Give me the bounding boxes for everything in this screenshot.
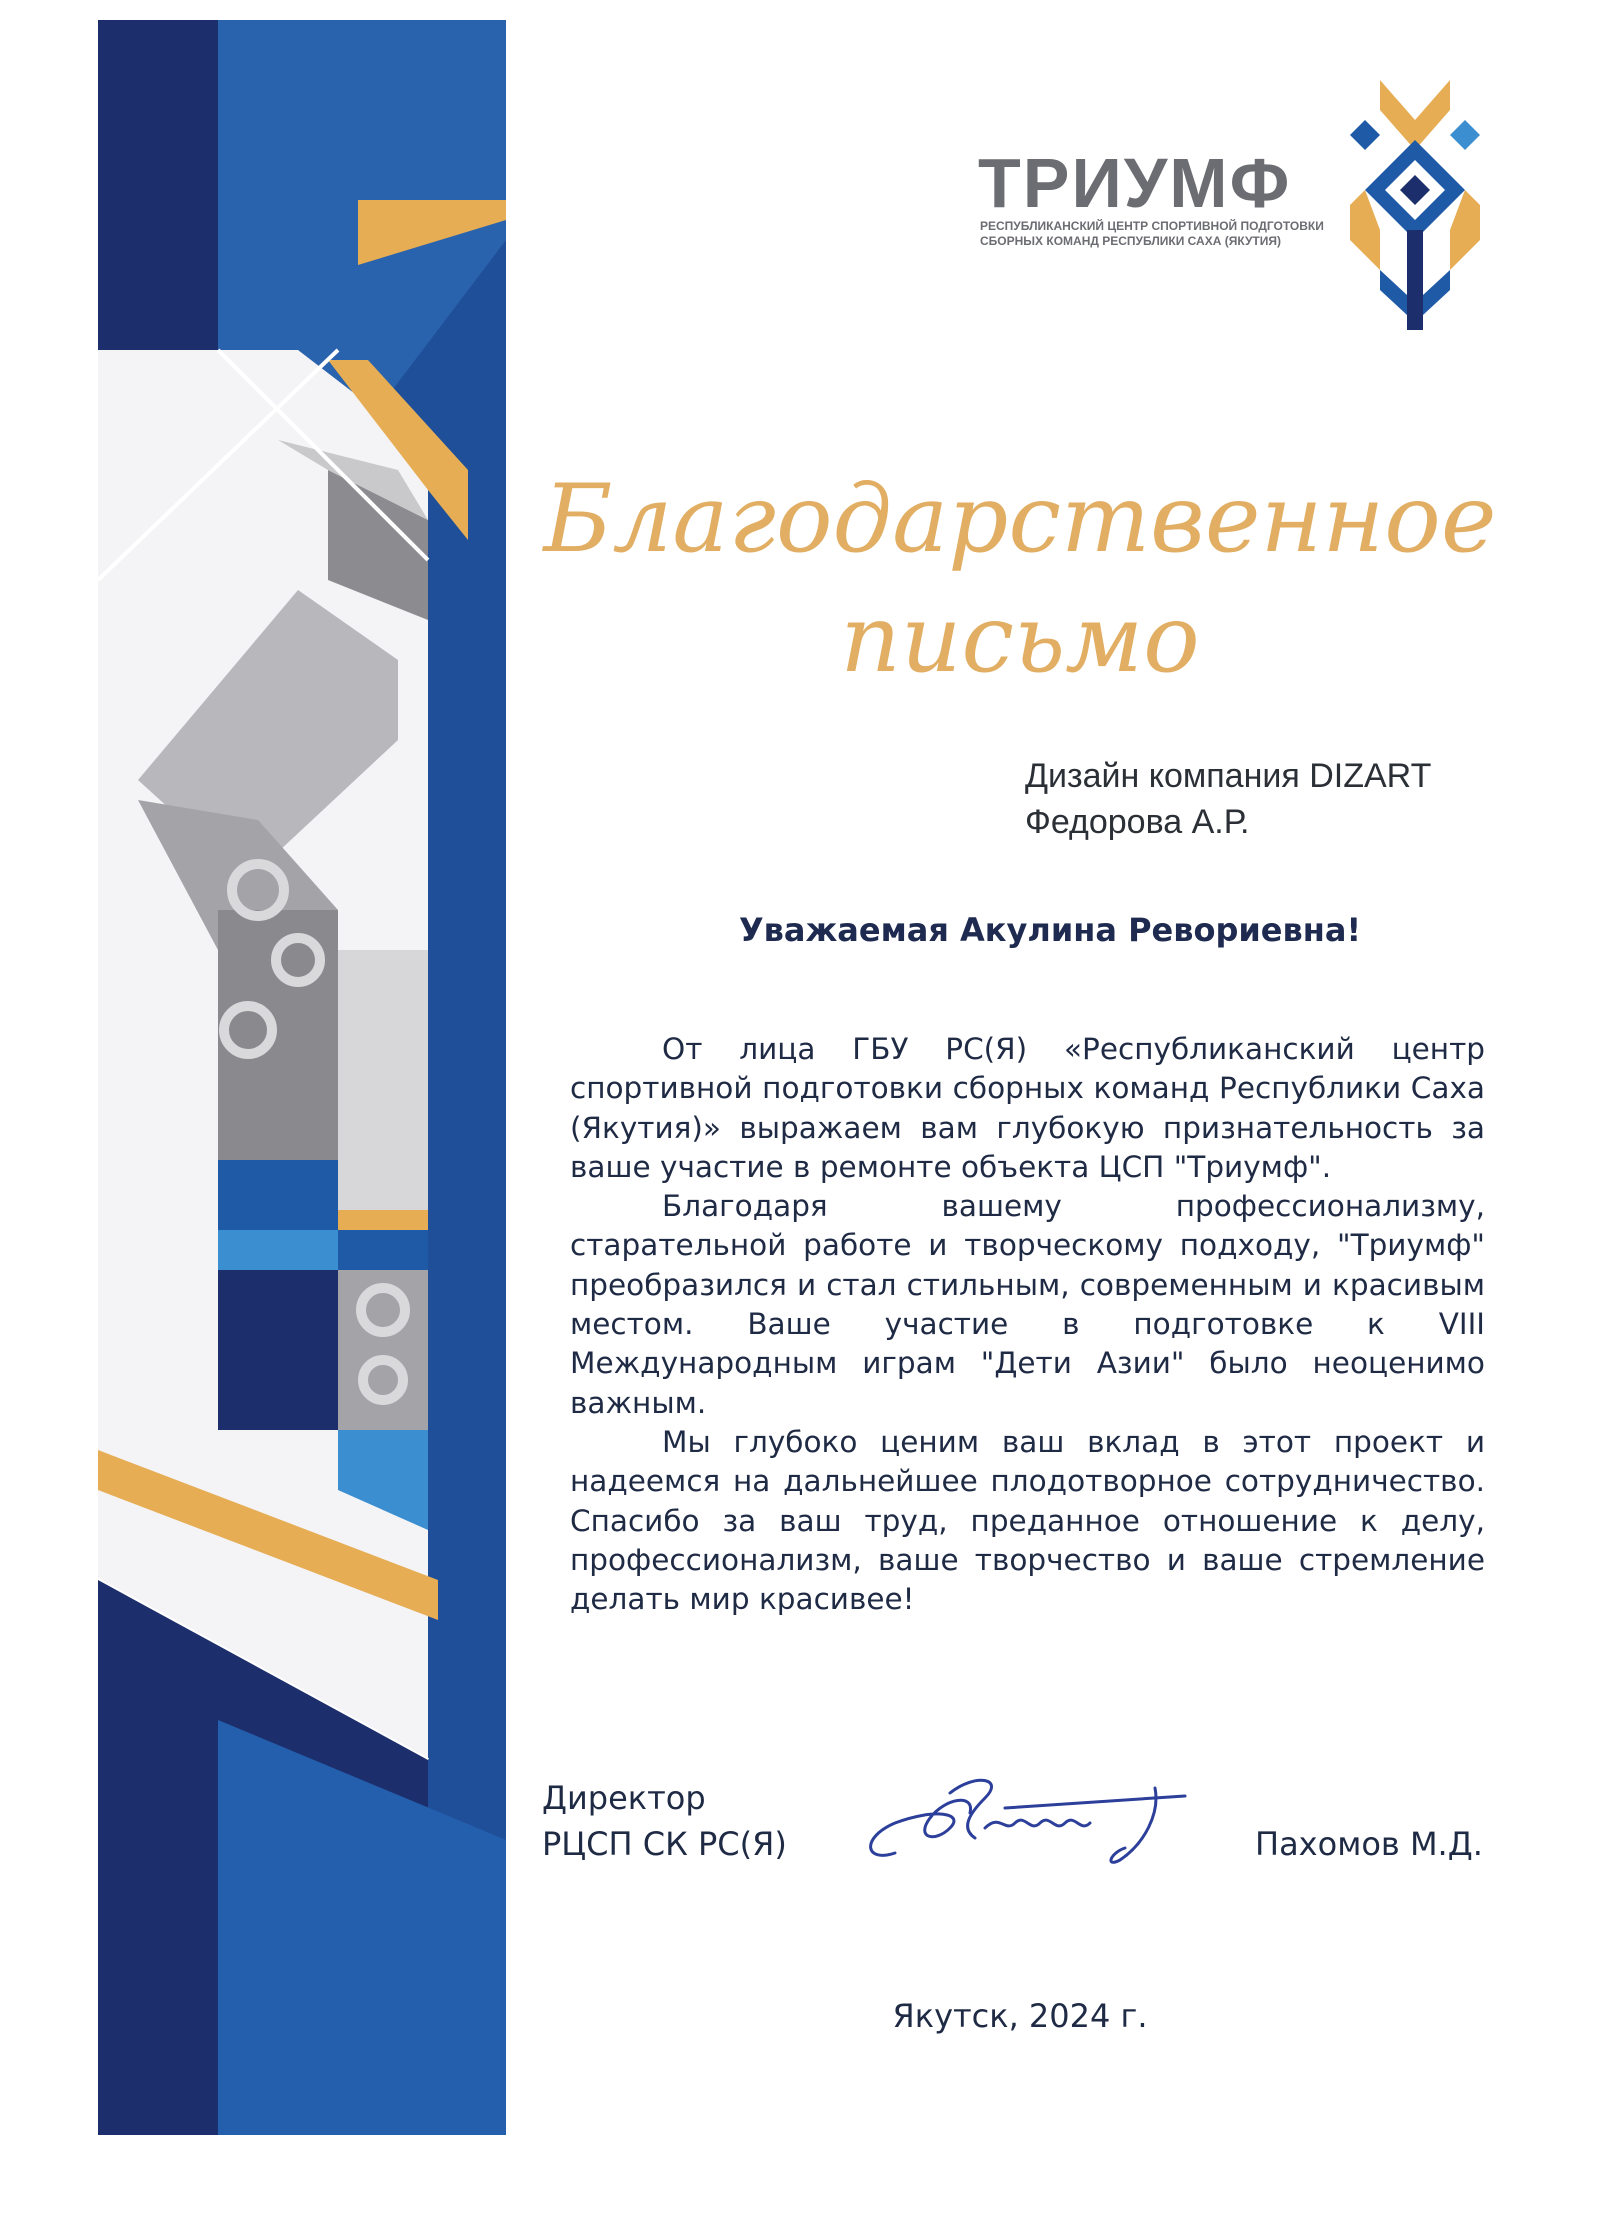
letter-title-line1: Благодарственное (543, 465, 1497, 574)
body-paragraph: От лица ГБУ РС(Я) «Республиканский центр спортивной подготовки сборных команд Республики Саха (Якутия)» выражаем вам глубокую признательность за ваше участие в ремонте объекта ЦСП "Триумф". (570, 1032, 1485, 1184)
signatory-organization: РЦСП СК РС(Я) (542, 1825, 787, 1863)
body-paragraph: Благодаря вашему профессионализму, старательной работе и творческому подходу, "Триумф" преобразился и стал стильным, современным и красивым местом. Ваше участие в подготовке к VIII Международным играм "Дети Азии" было неоценимо важным. (570, 1189, 1485, 1420)
triumph-emblem-icon (1350, 80, 1480, 330)
decorative-side-banner (98, 20, 506, 2135)
body-paragraph: Мы глубоко ценим ваш вклад в этот проект и надеемся на дальнейшее плодотворное сотрудничество. Спасибо за ваш труд, преданное отношение к делу, профессионализм, ваше творчество и ваше стремление делать мир красивее! (570, 1424, 1485, 1617)
signatory-name: Пахомов М.Д. (1255, 1825, 1483, 1863)
logo-wordmark: ТРИУМФ (978, 144, 1292, 222)
greeting: Уважаемая Акулина Ревориевна! (738, 911, 1362, 949)
handwritten-signature (855, 1768, 1215, 1878)
signatory-position: Директор (542, 1779, 706, 1817)
letter-body (570, 1030, 1485, 1619)
addressee-company: Дизайн компания DIZART (1025, 757, 1432, 795)
place-and-date: Якутск, 2024 г. (892, 1997, 1148, 2035)
logo-subtitle-line1: РЕСПУБЛИКАНСКИЙ ЦЕНТР СПОРТИВНОЙ ПОДГОТОВКИ (980, 219, 1324, 233)
addressee-person: Федорова А.Р. (1025, 803, 1250, 841)
letter-title-line2: письмо (840, 585, 1200, 694)
logo-subtitle-line2: СБОРНЫХ КОМАНД РЕСПУБЛИКИ САХА (ЯКУТИЯ) (980, 234, 1281, 248)
